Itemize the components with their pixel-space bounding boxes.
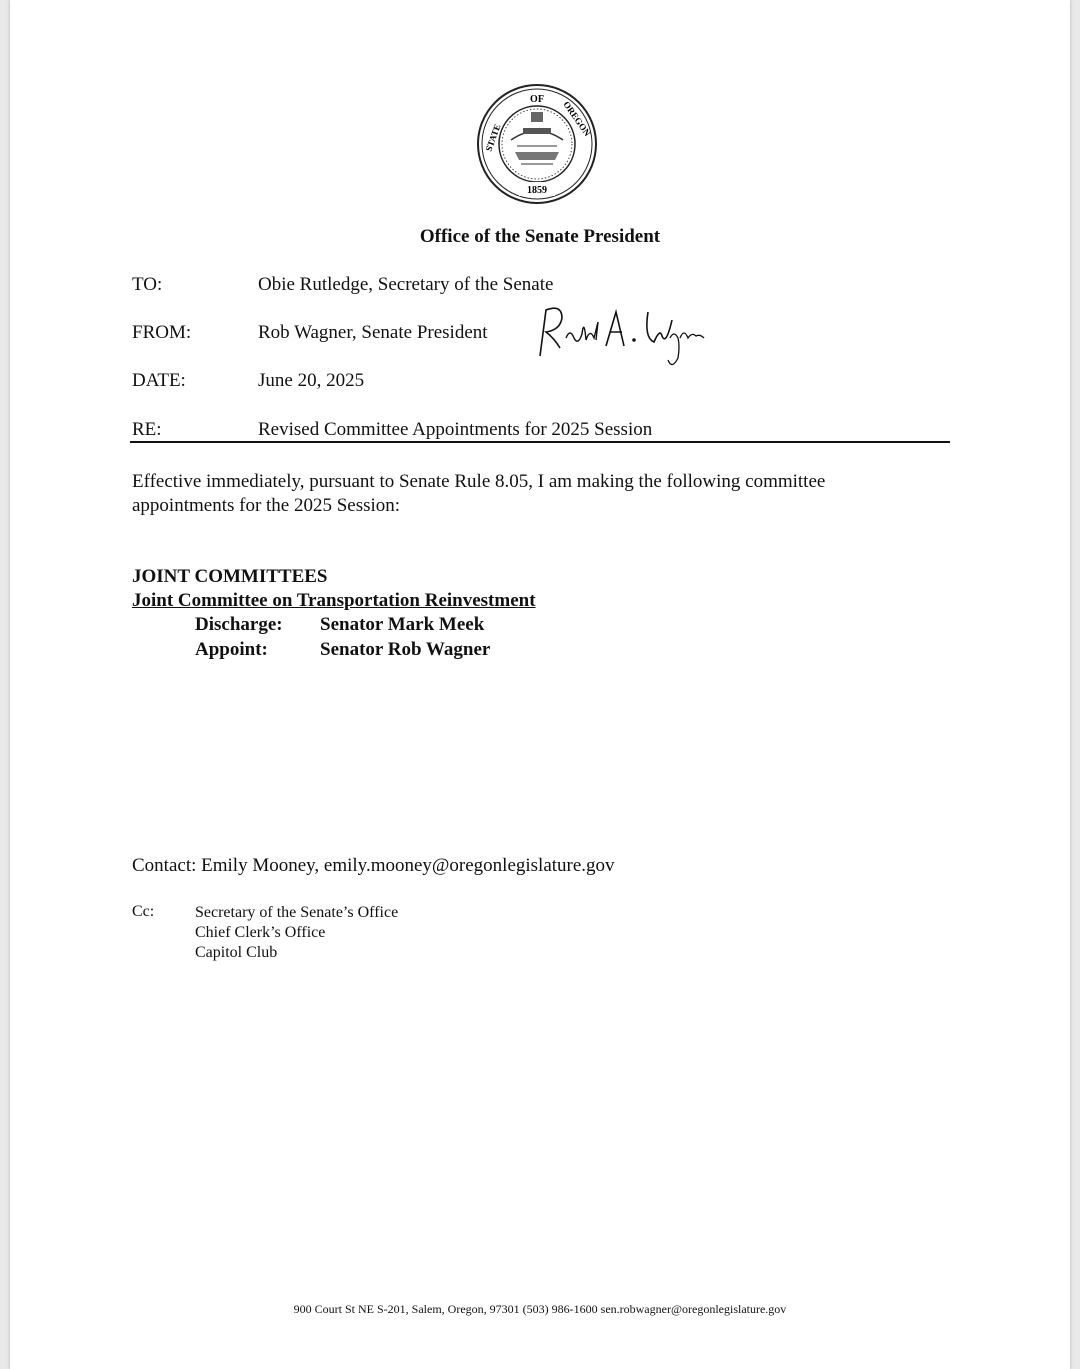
from-label: FROM: bbox=[132, 322, 192, 343]
to-value: Obie Rutledge, Secretary of the Senate bbox=[258, 274, 554, 295]
oregon-state-seal bbox=[475, 82, 599, 206]
seal-right-text: OREGON bbox=[561, 99, 593, 138]
cc-item: Chief Clerk’s Office bbox=[195, 924, 326, 941]
cc-item: Secretary of the Senate’s Office bbox=[195, 904, 399, 921]
body-line: appointments for the 2025 Session: bbox=[132, 495, 401, 516]
seal-left-text: STATE bbox=[483, 122, 503, 153]
seal-year: 1859 bbox=[527, 185, 547, 196]
re-label: RE: bbox=[132, 419, 162, 440]
signature bbox=[532, 298, 712, 374]
header-divider bbox=[130, 441, 950, 443]
office-title: Office of the Senate President bbox=[419, 226, 661, 247]
discharge-label: Discharge: bbox=[195, 614, 283, 635]
body-paragraph bbox=[132, 470, 932, 518]
date-label: DATE: bbox=[132, 370, 186, 391]
cc-item: Capitol Club bbox=[195, 944, 278, 961]
from-value: Rob Wagner, Senate President bbox=[258, 322, 488, 343]
date-value: June 20, 2025 bbox=[258, 370, 365, 391]
appoint-value: Senator Rob Wagner bbox=[320, 639, 491, 660]
re-value: Revised Committee Appointments for 2025 Session bbox=[258, 419, 653, 440]
to-label: TO: bbox=[132, 274, 163, 295]
appoint-label: Appoint: bbox=[195, 639, 268, 660]
seal-top-text: OF bbox=[530, 94, 544, 105]
contact-line: Contact: Emily Mooney, emily.mooney@oregonlegislature.gov bbox=[132, 855, 615, 876]
committee-name: Joint Committee on Transportation Reinvestment bbox=[132, 590, 536, 611]
footer-address: 900 Court St NE S-201, Salem, Oregon, 97301 (503) 986-1600 sen.robwagner@oregonlegislature.gov bbox=[293, 1302, 787, 1316]
cc-label: Cc: bbox=[132, 903, 155, 920]
body-line: Effective immediately, pursuant to Senate Rule 8.05, I am making the following committee bbox=[132, 471, 826, 492]
discharge-value: Senator Mark Meek bbox=[320, 614, 485, 635]
section-heading: JOINT COMMITTEES bbox=[132, 566, 328, 587]
